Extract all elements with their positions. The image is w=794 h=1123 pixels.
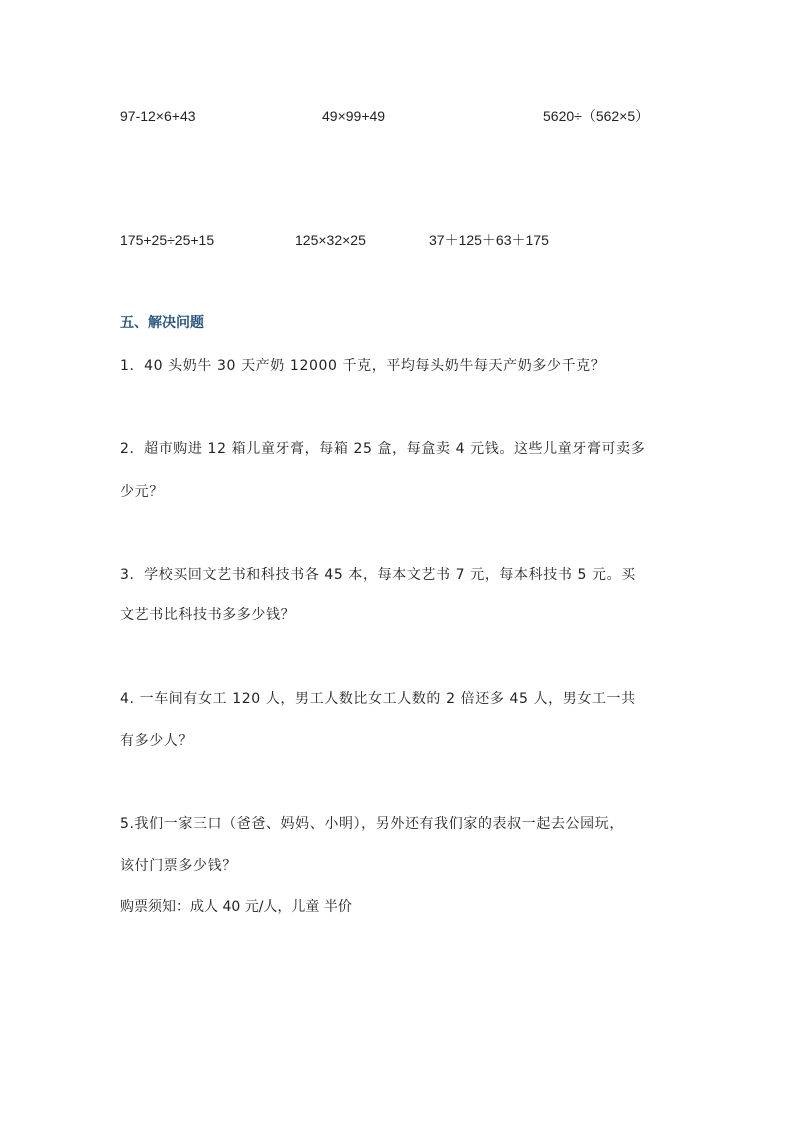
section-heading: 五、解决问题 bbox=[120, 315, 204, 331]
question-5-line-1: 5.我们一家三口（爸爸、妈妈、小明），另外还有我们家的表叔一起去公园玩， bbox=[120, 816, 624, 832]
question-2-line-2: 少元？ bbox=[120, 484, 164, 500]
ticket-notice: 购票须知：成人 40 元/人，儿童 半价 bbox=[120, 899, 352, 915]
expression-3: 5620÷（562×5） bbox=[543, 108, 650, 124]
expression-6: 37＋125＋63＋175 bbox=[429, 232, 549, 248]
question-2-line-1: 2．超市购进 12 箱儿童牙膏，每箱 25 盒，每盒卖 4 元钱。这些儿童牙膏可卖多 bbox=[120, 441, 646, 457]
question-1: 1．40 头奶牛 30 天产奶 12000 千克，平均每头奶牛每天产奶多少千克？ bbox=[120, 358, 606, 374]
expression-2: 49×99+49 bbox=[322, 108, 386, 124]
expression-5: 125×32×25 bbox=[295, 232, 366, 248]
expression-4: 175+25÷25+15 bbox=[120, 232, 215, 248]
question-3-line-2: 文艺书比科技书多多少钱？ bbox=[120, 607, 296, 623]
question-5-line-2: 该付门票多少钱？ bbox=[120, 858, 237, 874]
question-4-line-1: 4. 一车间有女工 120 人，男工人数比女工人数的 2 倍还多 45 人，男女工一共 bbox=[120, 691, 636, 707]
expression-1: 97-12×6+43 bbox=[120, 108, 196, 124]
question-4-line-2: 有多少人？ bbox=[120, 733, 193, 749]
question-3-line-1: 3．学校买回文艺书和科技书各 45 本，每本文艺书 7 元，每本科技书 5 元。买 bbox=[120, 567, 636, 583]
